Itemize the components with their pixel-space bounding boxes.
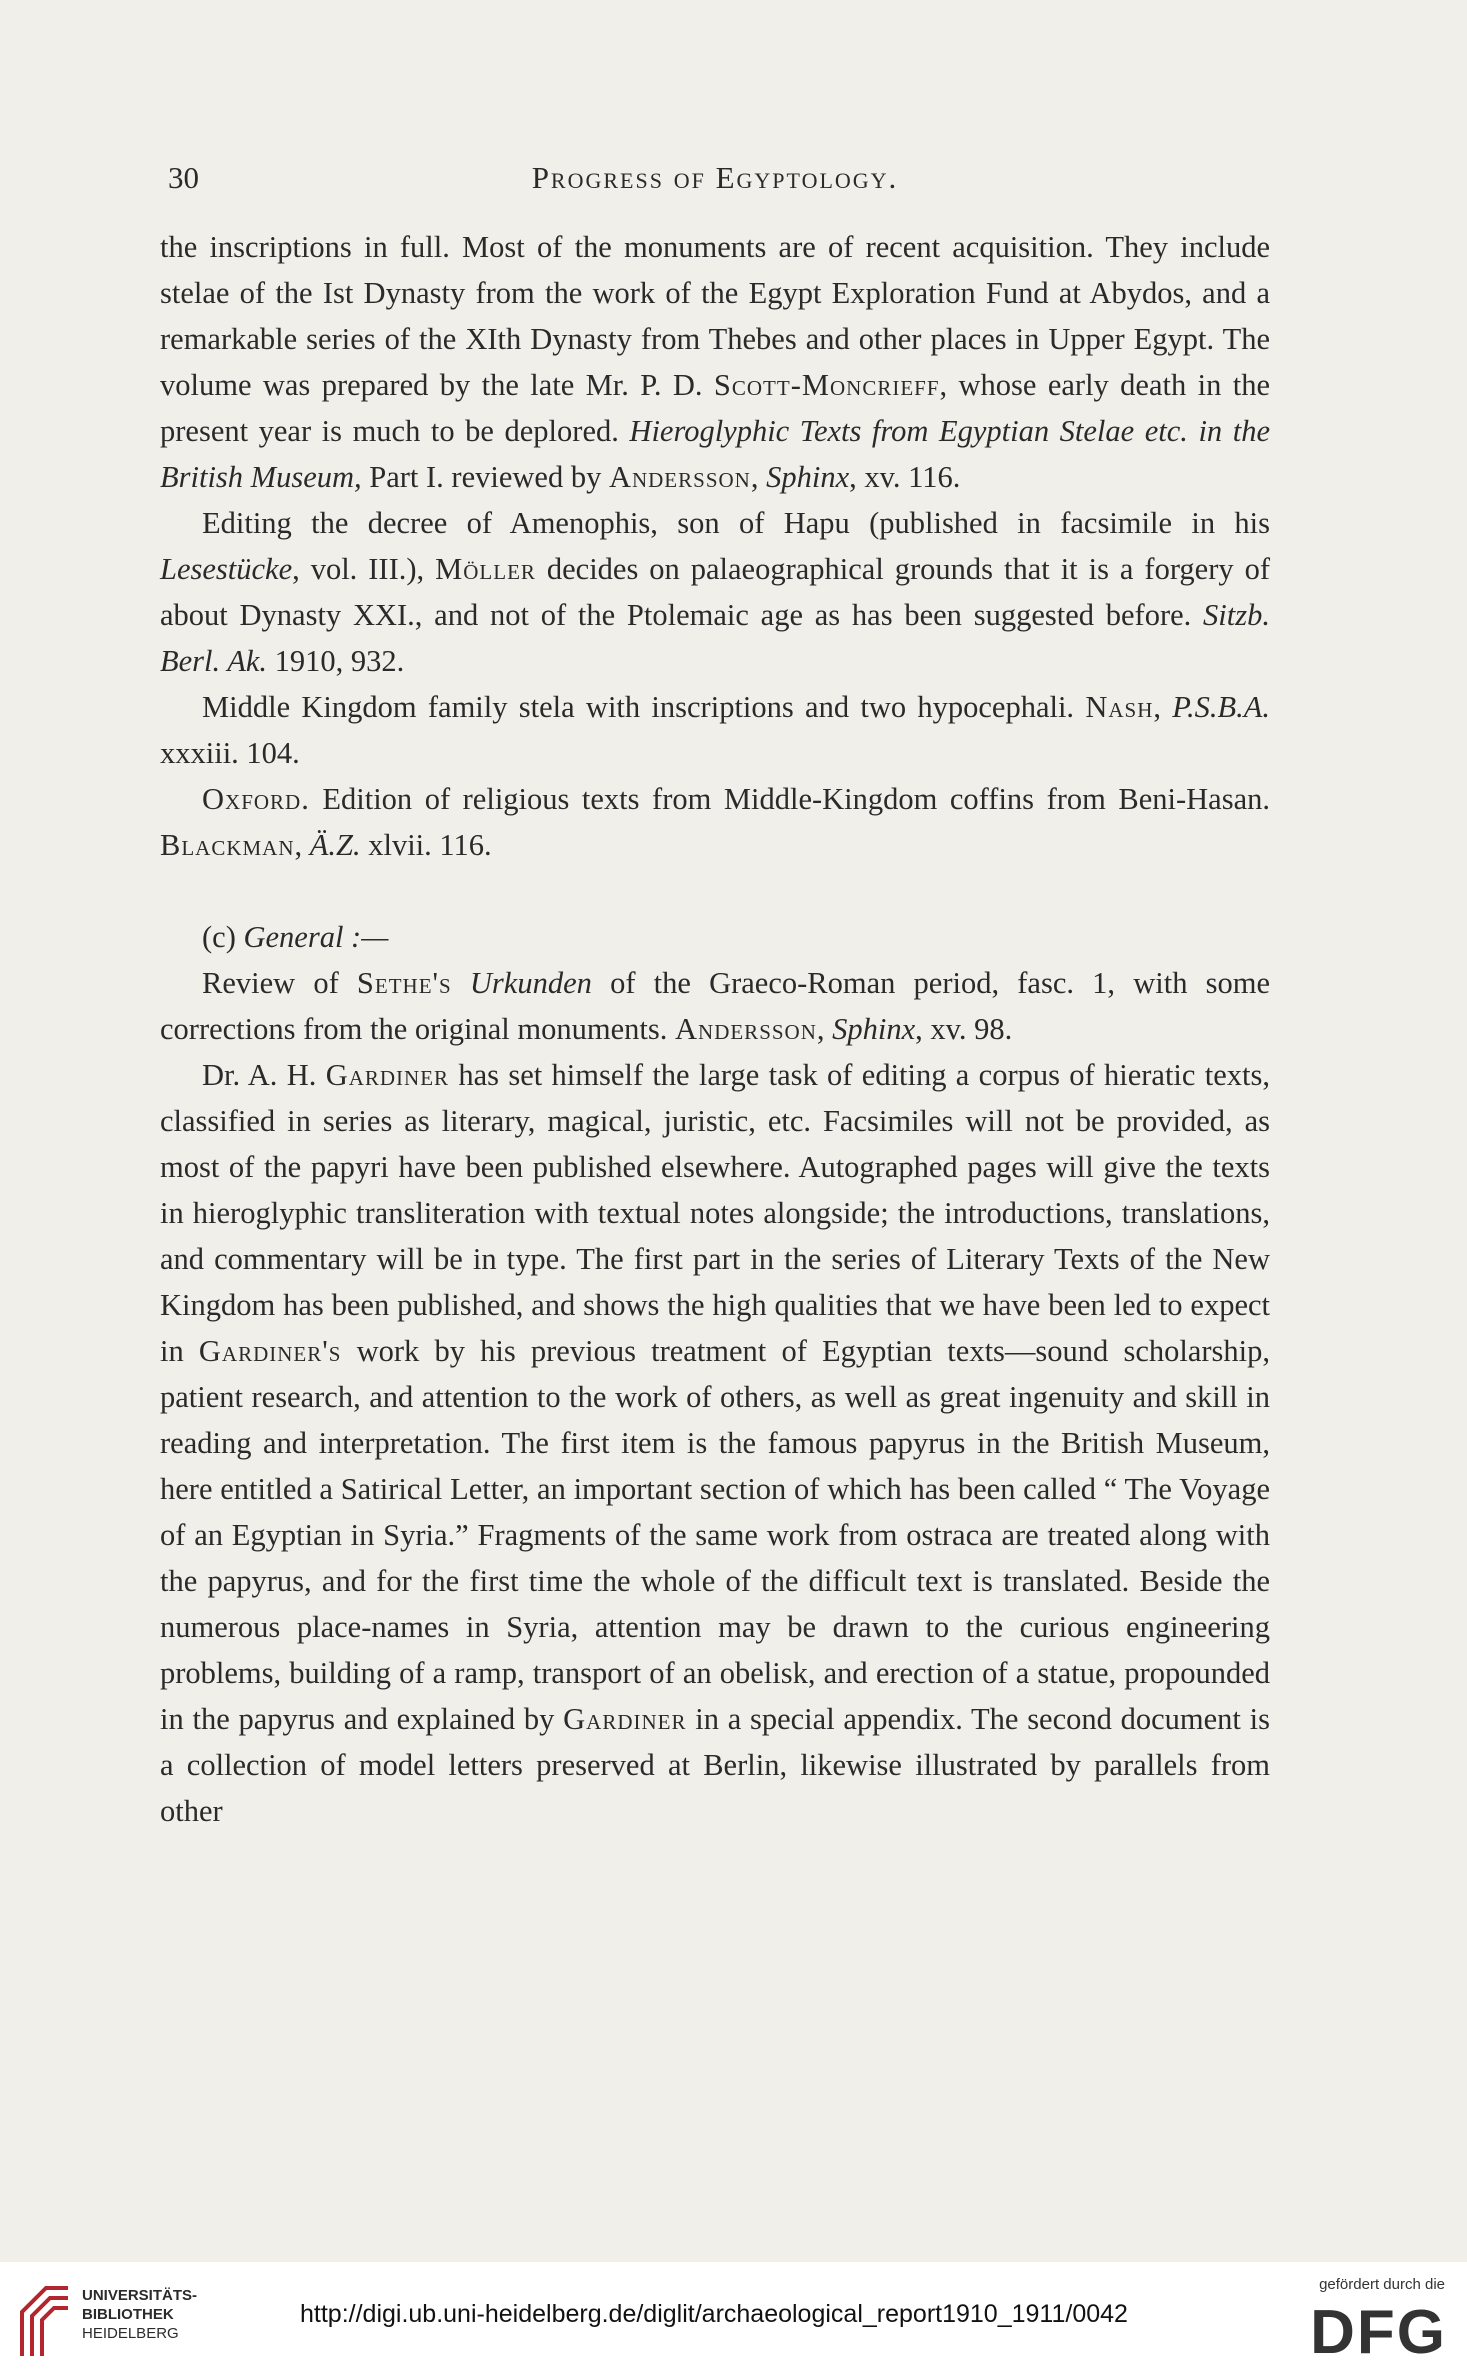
paragraph-5: Review of Sethe's Urkunden of the Graeco-Roman period, fasc. 1, with some corrections from the original monuments. Andersson, Sphinx, xv. 98. <box>160 966 1270 1046</box>
author-name: Möller <box>435 552 536 586</box>
author-name: Gardiner <box>563 1702 687 1736</box>
university-library-logo-icon <box>16 2282 74 2362</box>
paragraph-1: the inscriptions in full. Most of the monuments are of recent acquisition. They include stelae of the Ist Dynasty from the work of the Egypt Exploration Fund at Abydos, and a remarkable series of the XIth Dynasty from Thebes and other places in Upper Egypt. The volume was prepared by the late Mr. P. D. Scott-Moncrieff, whose early death in the present year is much to be deplored. Hieroglyphic Texts from Egyptian Stelae etc. in the British Museum, Part I. reviewed by Andersson, Sphinx, xv. 116. <box>160 230 1270 494</box>
journal-title: Sitzb. Berl. Ak. <box>160 598 1270 678</box>
dfg-logo: DFG <box>1310 2298 1447 2367</box>
paragraph-3: Middle Kingdom family stela with inscriptions and two hypocephali. Nash, P.S.B.A. xxxiii. 104. <box>160 690 1270 770</box>
journal-title: Sphinx <box>766 460 850 494</box>
journal-title: Sphinx <box>832 1012 916 1046</box>
paragraph-6: Dr. A. H. Gardiner has set himself the large task of editing a corpus of hieratic texts, classified in series as literary, magical, juristic, etc. Facsimiles will not be provided, as most of the papyri have been published elsewhere. Autographed pages will give the texts in hieroglyphic transliteration with textual notes alongside; the introductions, translations, and commentary will be in type. The first part in the series of Literary Texts of the New Kingdom has been published, and shows the high qualities that we have been led to expect in Gardiner's work by his previous treatment of Egyptian texts—sound scholarship, patient research, and attention to the work of others, as well as great ingenuity and skill in reading and interpretation. The first item is the famous papyrus in the British Museum, here entitled a Satirical Letter, an important section of which has been called “ The Voyage of an Egyptian in Syria.” Fragments of the same work from ostraca are treated along with the papyrus, and for the first time the whole of the difficult text is translated. Beside the numerous place-names in Syria, attention may be drawn to the curious engineering problems, building of a ramp, transport of an obelisk, and erection of a statue, propounded in the papyrus and explained by Gardiner in a special appendix. The second document is a collection of model letters preserved at Berlin, likewise illustrated by parallels from other <box>160 1058 1270 1828</box>
funder-caption: gefördert durch die <box>1319 2276 1445 2293</box>
digitization-footer <box>0 2262 1467 2380</box>
author-name: Scott-Moncrieff <box>713 368 940 402</box>
page-number: 30 <box>168 160 199 195</box>
author-name: Gardiner's <box>198 1334 342 1368</box>
author-name: Nash <box>1085 690 1154 724</box>
work-title: Hieroglyphic Texts from Egyptian Stelae etc. in the British Museum, <box>160 414 1270 494</box>
work-title: Urkunden <box>469 966 592 1000</box>
body-text <box>160 224 1270 1834</box>
journal-title: P.S.B.A. <box>1172 690 1270 724</box>
author-name: Blackman <box>160 828 295 862</box>
author-name: Andersson <box>608 460 751 494</box>
section-heading: (c) General :— <box>202 920 389 954</box>
page-header <box>160 160 1270 210</box>
library-name: UNIVERSITÄTS- BIBLIOTHEK HEIDELBERG <box>82 2287 198 2342</box>
running-title: Progress of Egyptology. <box>531 160 899 195</box>
work-title: Lesestücke <box>160 552 293 586</box>
author-name: Sethe's <box>356 966 452 1000</box>
paragraph-2: Editing the decree of Amenophis, son of Hapu (published in facsimile in his Lesestücke, vol. III.), Möller decides on palaeographical grounds that it is a forgery of about Dynasty XXI., and not of the Ptolemaic age as has been suggested before. Sitzb. Berl. Ak. 1910, 932. <box>160 506 1270 678</box>
journal-title: Ä.Z. <box>309 828 361 862</box>
author-name: Gardiner <box>325 1058 450 1092</box>
permalink-url[interactable]: http://digi.ub.uni-heidelberg.de/diglit/archaeological_report1910_1911/0042 <box>300 2300 1128 2328</box>
place-name: Oxford. <box>202 782 310 816</box>
paragraph-4: Oxford. Edition of religious texts from Middle-Kingdom coffins from Beni-Hasan. Blackman, Ä.Z. xlvii. 116. <box>160 782 1270 862</box>
author-name: Andersson <box>675 1012 817 1046</box>
